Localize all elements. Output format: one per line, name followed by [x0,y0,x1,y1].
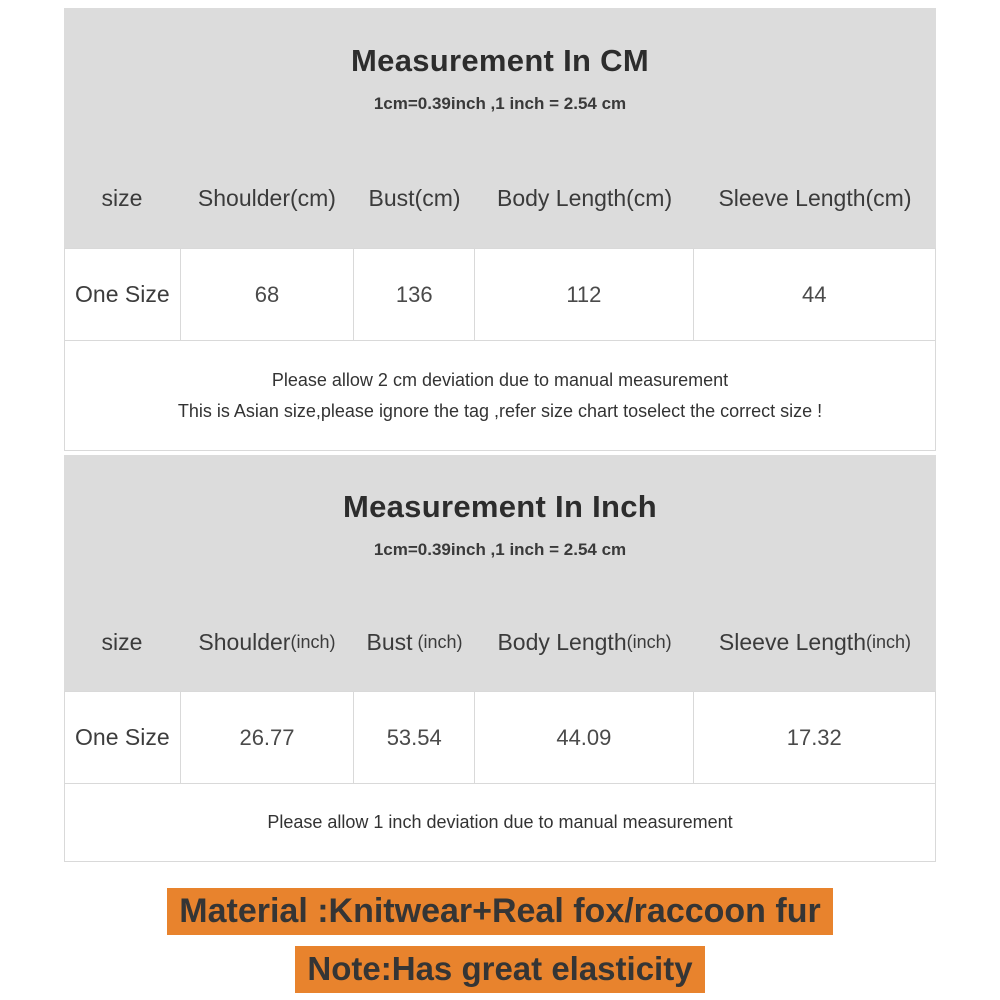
inch-table-header-row [64,593,936,691]
cm-cell-size: One Size [65,249,181,340]
inch-title-block [64,455,936,593]
elasticity-note-highlight: Note:Has great elasticity [295,946,704,993]
cm-section [64,8,936,451]
cm-column-header-body-length: Body Length(cm) [496,184,673,211]
inch-notes [64,784,936,862]
inch-column-header-shoulder: Shoulder (inch) [198,628,336,655]
cm-section-title: Measurement In CM [351,42,649,78]
cm-section-subtitle: 1cm=0.39inch ,1 inch = 2.54 cm [373,93,627,113]
inch-column-header-sleeve-length: Sleeve Length (inch) [718,628,912,655]
inch-table-data-row [64,691,936,784]
cm-title-block [64,8,936,148]
inch-section-title: Measurement In Inch [342,488,658,524]
cm-table-header-row [64,148,936,248]
cm-note-asian-size: This is Asian size,please ignore the tag ,refer size chart toselect the correct size ! [177,400,823,421]
cm-cell-sleeve-length: 44 [802,281,827,307]
cm-notes [64,341,936,451]
inch-column-header-size: size [101,628,143,655]
cm-note-deviation: Please allow 2 cm deviation due to manual measurement [271,369,729,390]
inch-cell-body-length: 44.09 [475,692,693,783]
cm-cell-body-length: 112 [475,249,693,340]
footer [0,888,1000,993]
inch-column-header-bust: Bust (inch) [366,628,463,655]
inch-section-subtitle: 1cm=0.39inch ,1 inch = 2.54 cm [373,539,627,559]
cm-table-data-row [64,248,936,341]
cm-column-header-bust: Bust(cm) [368,184,461,211]
size-chart [64,8,936,862]
material-highlight: Material :Knitwear+Real fox/raccoon fur [167,888,832,935]
inch-column-header-body-length: Body Length (inch) [497,628,672,655]
cm-column-header-sleeve-length: Sleeve Length(cm) [718,184,912,211]
cm-cell-bust: 136 [354,249,475,340]
cm-column-header-size: size [101,184,143,211]
inch-cell-size: One Size [65,692,181,783]
inch-section [64,455,936,862]
inch-cell-bust: 53.54 [354,692,475,783]
cm-cell-shoulder: 68 [181,249,355,340]
inch-cell-shoulder: 26.77 [181,692,355,783]
inch-note-deviation: Please allow 1 inch deviation due to manual measurement [267,812,733,832]
cm-column-header-shoulder: Shoulder(cm) [197,184,336,211]
inch-cell-sleeve-length: 17.32 [786,724,842,750]
